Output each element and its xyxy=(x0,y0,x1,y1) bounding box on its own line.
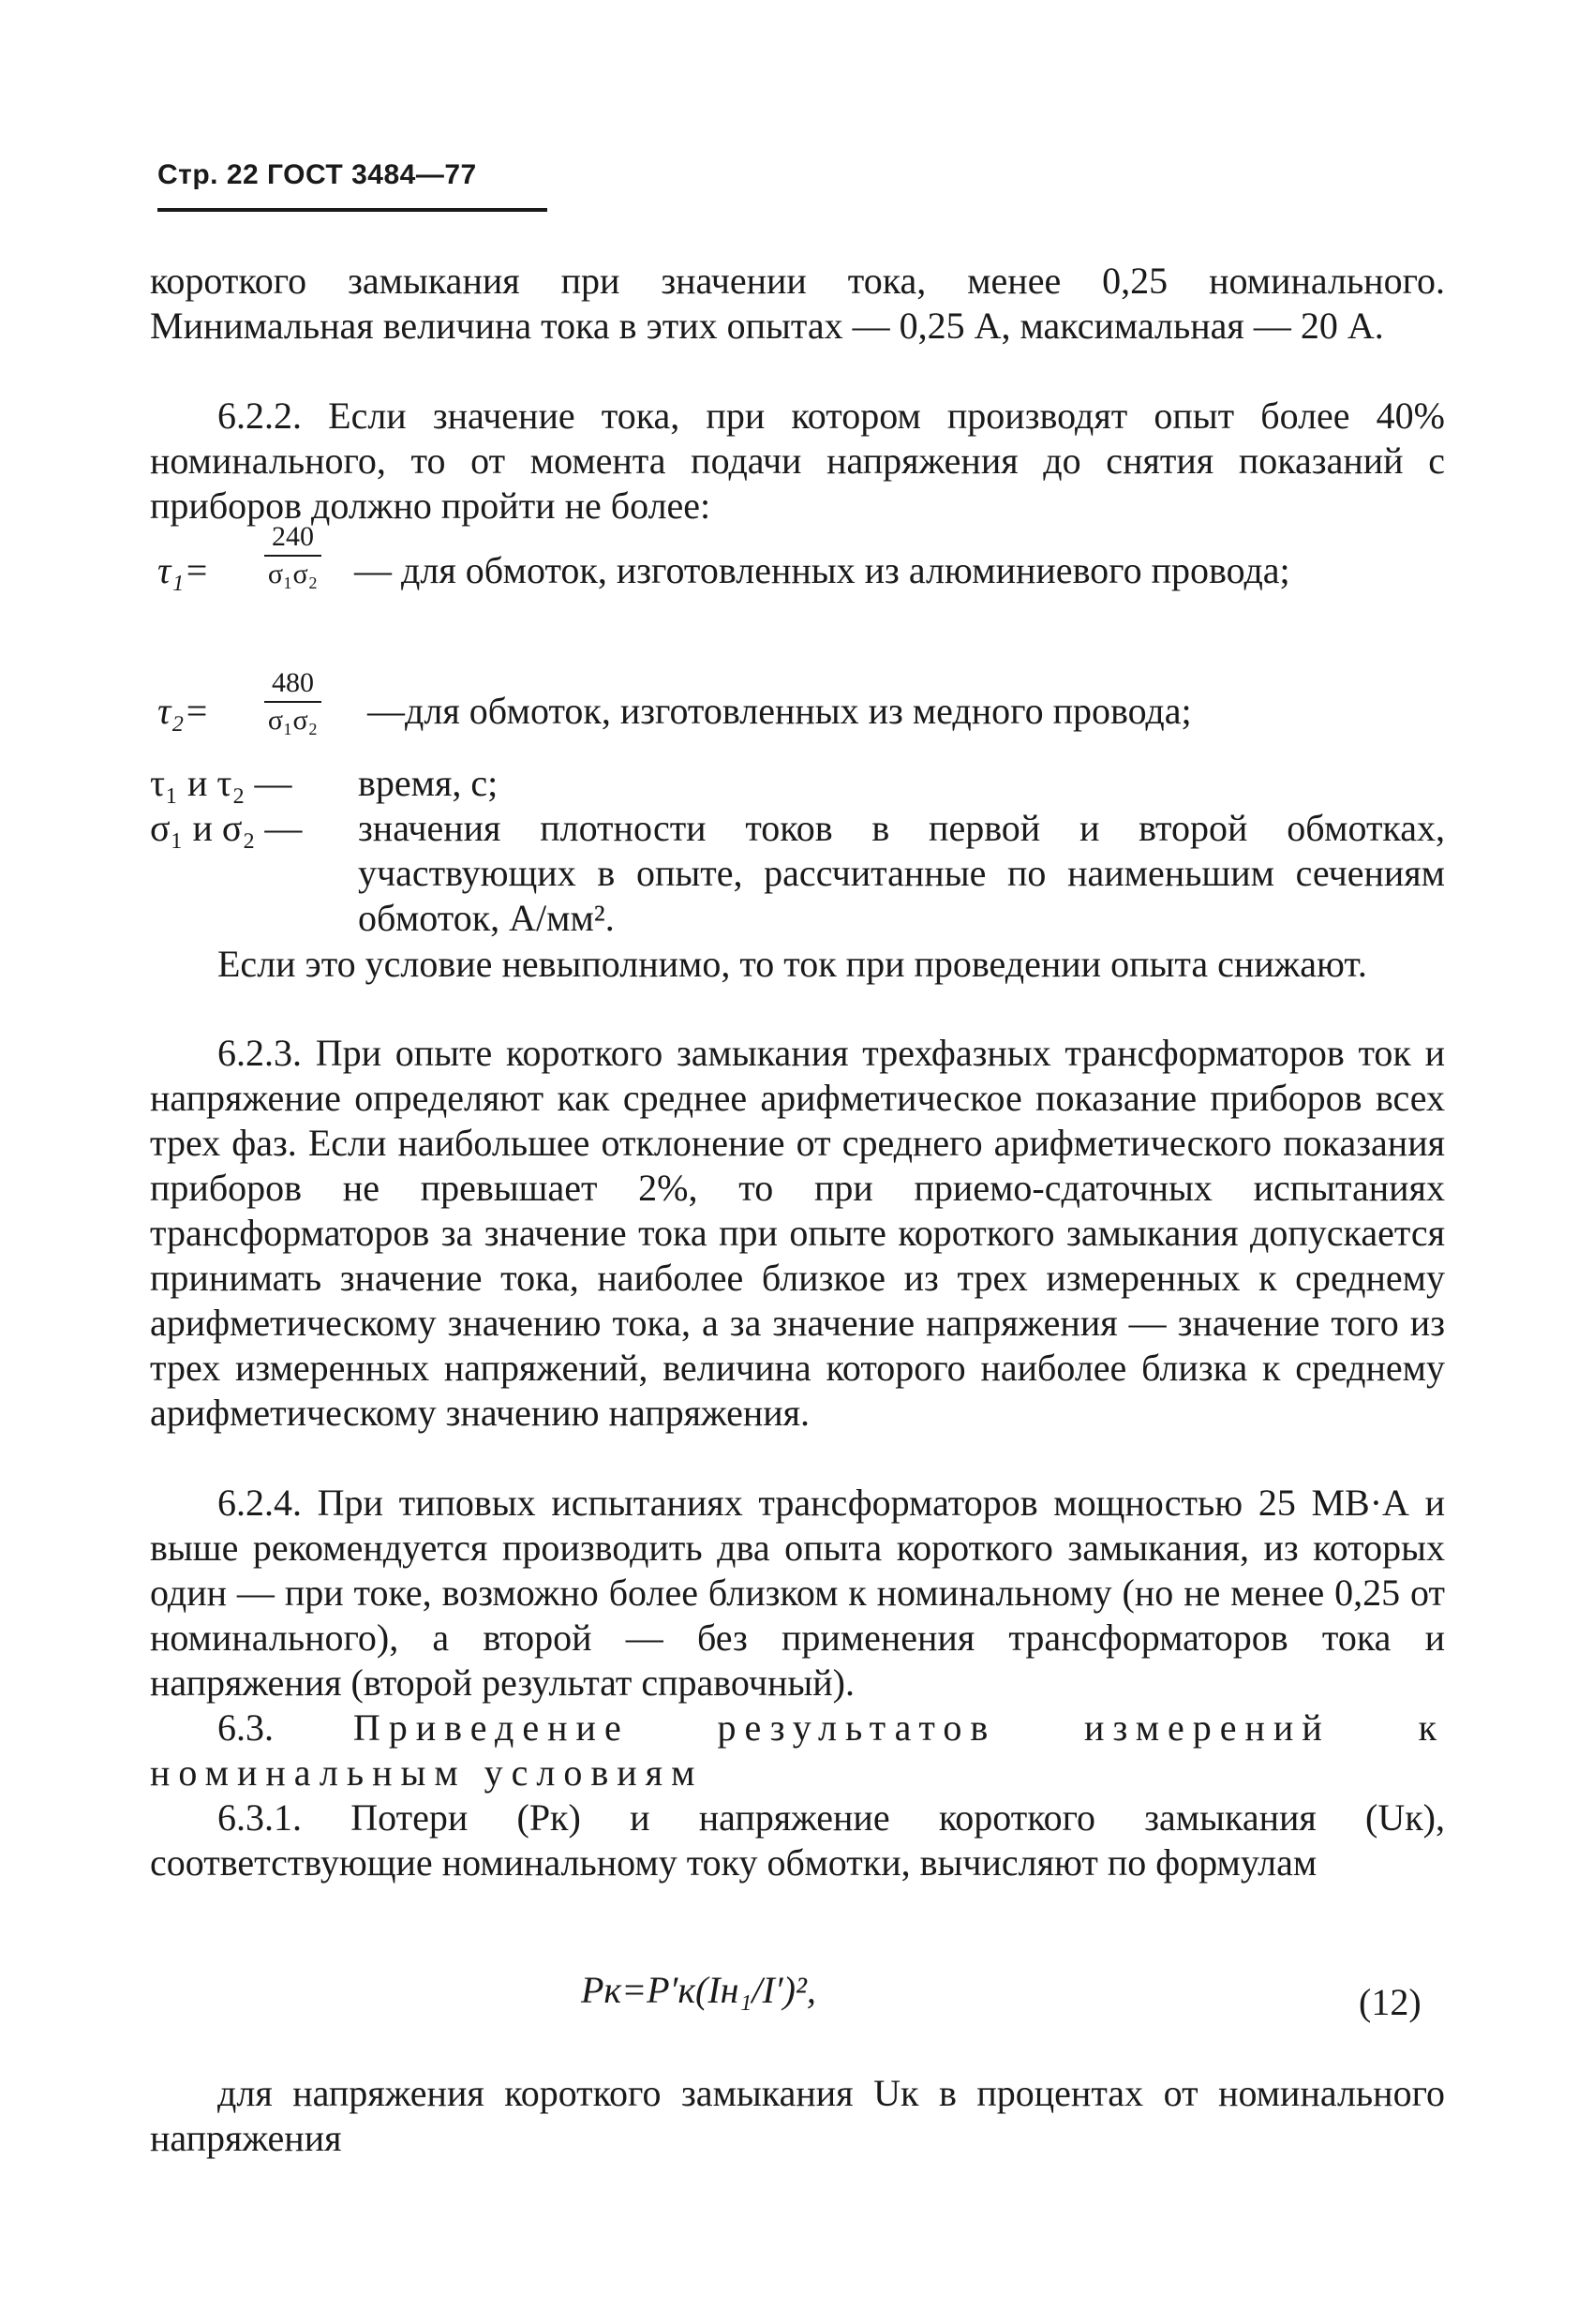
definitions-list xyxy=(150,761,1445,941)
equation-number: (12) xyxy=(1359,1981,1422,2023)
tau2-fraction xyxy=(264,667,321,737)
tau2-numerator: 480 xyxy=(264,667,321,703)
definition-row xyxy=(150,761,1445,806)
tau1-fraction xyxy=(264,521,321,590)
header-rule xyxy=(157,208,547,212)
section-heading-6-3 xyxy=(150,1706,1445,1795)
tau1-numerator: 240 xyxy=(264,521,321,557)
tau1-denominator: σ₁σ₂ xyxy=(267,559,319,589)
tau2-denominator: σ₁σ₂ xyxy=(267,705,319,736)
tau1-symbol: τ₁= xyxy=(157,549,210,591)
formula-12: Pк=P′к(Iн₁/I′)², xyxy=(581,1969,816,2011)
paragraph-6-2-4: 6.2.4. При типовых испытаниях трансформаторов мощностью 25 МВ·А и выше рекомендуется производить два опыта короткого замыкания, из которых один — при токе, возможно более близком к номинальному (но не менее 0,25 от номинального), а второй — без применения трансформаторов тока и напряжения (второй результат справочный). xyxy=(150,1482,1445,1704)
definition-desc: значения плотности токов в первой и второй обмотках, участвующих в опыте, рассчитанные по наименьшим сечениям обмоток, А/мм². xyxy=(358,807,1445,939)
section-number: 6.3. xyxy=(217,1706,274,1749)
tau1-text xyxy=(354,548,1445,593)
paragraph-6-2-2: 6.2.2. Если значение тока, при котором производят опыт более 40% номинального, то от момента подачи напряжения до снятия показаний с приборов должно пройти не более: xyxy=(150,395,1445,527)
paragraph-final: для напряжения короткого замыкания Uк в процентах от номинального напряжения xyxy=(150,2072,1445,2159)
paragraph-continuation: короткого замыкания при значении тока, менее 0,25 номинального. Минимальная величина тока в этих опытах — 0,25 А, максимальная — 20 А. xyxy=(150,260,1445,347)
tau2-text: —для обмоток, изготовленных из медного провода; xyxy=(367,690,1192,732)
tau1-text-content: — для обмоток, изготовленных из алюминиевого провода; xyxy=(354,549,1290,591)
definition-term: σ₁ и σ₂ — xyxy=(150,807,303,849)
definition-term: τ₁ и τ₂ — xyxy=(150,762,292,804)
definition-desc: время, с; xyxy=(358,762,499,804)
paragraph-6-3-1: 6.3.1. Потери (Pк) и напряжение короткого замыкания (Uк), соответствующие номинальному току обмотки, вычисляют по формулам xyxy=(150,1796,1445,1884)
paragraph-6-2-3: 6.2.3. При опыте короткого замыкания трехфазных трансформаторов ток и напряжение определяют как среднее арифметическое показание приборов всех трех фаз. Если наибольшее отклонение от среднего арифметического показания приборов не превышает 2%, то при приемо-сдаточных испытаниях трансформаторов за значение тока при опыте короткого замыкания допускается принимать значение тока, наиболее близкое из трех измеренных к среднему арифметическому значению тока, а за значение напряжения — значение того из трех измеренных напряжений, величина которого наиболее близка к среднему арифметическому значению напряжения. xyxy=(150,1032,1445,1434)
definition-row xyxy=(150,806,1445,941)
section-title: Приведение результатов измерений к номинальным условиям xyxy=(150,1706,1446,1794)
page-header: Стр. 22 ГОСТ 3484—77 xyxy=(157,159,477,190)
paragraph-note: Если это условие невыполнимо, то ток при проведении опыта снижают. xyxy=(217,943,1367,985)
tau2-symbol: τ₂= xyxy=(157,690,210,732)
